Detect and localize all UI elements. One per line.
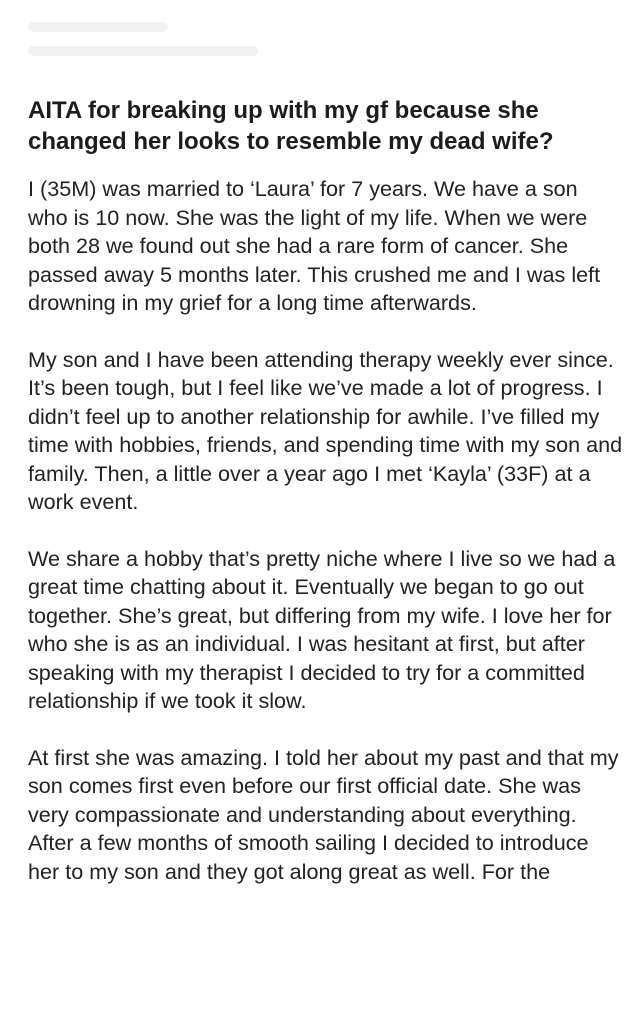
post-paragraph: My son and I have been attending therapy weekly ever since. It’s been tough, but I feel like we’ve made a lot of progress. I didn’t feel up to another relationship for awhile. I’ve filled my time with hobbies, friends, and spending time with my son and family. Then, a little over a year ago I met ‘Kayla’ (33F) at a work event. — [28, 346, 623, 514]
faded-header — [28, 22, 288, 82]
post-content — [28, 95, 623, 914]
faded-line — [28, 22, 168, 32]
post-body — [28, 175, 623, 886]
post-paragraph: We share a hobby that’s pretty niche where I live so we had a great time chatting about it. Eventually we began to go out together. She’s great, but differing from my wife. I love her for who she is as an individual. I was hesitant at first, but after speaking with my therapist I decided to try for a committed relationship if we took it slow. — [28, 545, 616, 713]
faded-line — [28, 46, 258, 56]
post-paragraph: I (35M) was married to ‘Laura’ for 7 years. We have a son who is 10 now. She was the light of my life. When we were both 28 we found out she had a rare form of cancer. She passed away 5 months later. This crushed me and I was left drowning in my grief for a long time afterwards. — [28, 176, 601, 315]
post-title: AITA for breaking up with my gf because she changed her looks to resemble my dead wife? — [28, 97, 554, 155]
post-paragraph: At first she was amazing. I told her about my past and that my son comes first even before our first official date. She was very compassionate and understanding about everything. After a few months of smooth sailing I decided to introduce her to my son and they got along great as well. For the — [28, 744, 619, 884]
